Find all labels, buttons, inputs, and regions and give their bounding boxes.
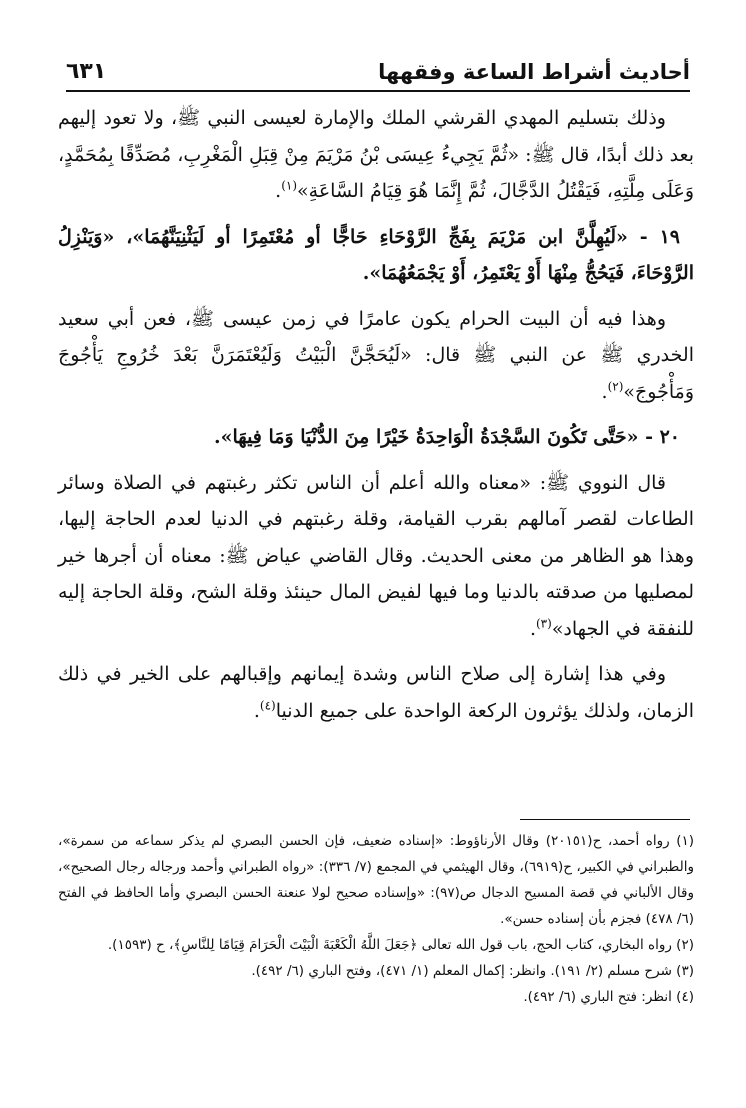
footnote-ref-4: (٤) xyxy=(259,698,276,713)
footnote-divider xyxy=(520,819,690,820)
main-text xyxy=(58,100,694,738)
page-header xyxy=(66,40,690,92)
footnote-ref-1: (١) xyxy=(281,178,298,193)
paragraph-5-text: قال النووي ﷺ: «معناه والله أعلم أن الناس تكثر رغبتهم في الصلاة وسائر الطاعات لقصر آمالهم بقرب القيامة، وقلة رغبتهم في الدنيا لعدم الحاجة إليها، وهذا هو الظاهر من معنى الحديث. وقال القاضي عياض ﷺ: معناه أن أجرها خير لمصليها من صدقته بالدنيا وما فيها لفيض المال حينئذ وقلة الشح، وقلة الحاجة إليه للنفقة في الجهاد» xyxy=(58,471,694,640)
hadith-20: ٢٠ - «حَتَّى تَكُونَ السَّجْدَةُ الْوَاحِدَةُ خَيْرًا مِنَ الدُّنْيَا وَمَا فِيهَا». xyxy=(214,426,680,448)
paragraph-3-text: وهذا فيه أن البيت الحرام يكون عامرًا في زمن عيسى ﷺ، فعن أبي سعيد الخدري ﷺ عن النبي ﷺ قال: «لَيُحَجَّنَّ الْبَيْتُ وَلَيُعْتَمَرَنَّ بَعْدَ خُرُوجِ يَأْجُوجَ وَمَأْجُوجَ» xyxy=(58,307,694,403)
paragraph-6: وفي هذا إشارة إلى صلاح الناس وشدة إيمانهم وإقبالهم على الخير في ذلك الزمان، ولذلك يؤثرون الركعة الواحدة على جميع الدنيا$^{(٤)}$. xyxy=(58,663,694,722)
hadith-19: ١٩ - «لَيُهِلَّنَّ ابن مَرْيَمَ بِفَجِّ الرَّوْحَاءِ حَاجًّا أو مُعْتَمِرًا أو لَيَثْنِيَنَّهُمَا»، «وَيَنْزِلُ الرَّوْحَاءَ، فَيَحُجُّ مِنْهَا أَوْ يَعْتَمِرُ، أَوْ يَجْمَعُهُمَا». xyxy=(58,225,694,284)
paragraph-5: قال النووي ﷺ: «معناه والله أعلم أن الناس تكثر رغبتهم في الصلاة وسائر الطاعات لقصر آمالهم بقرب القيامة، وقلة رغبتهم في الدنيا لعدم الحاجة إليها، وهذا هو الظاهر من معنى الحديث. وقال القاضي عياض ﷺ: معناه أن أجرها خير لمصليها من صدقته بالدنيا وما فيها لفيض المال حينئذ وقلة الشح، وقلة الحاجة إليه للنفقة في الجهاد»$^{(٣)}$. xyxy=(58,471,694,640)
paragraph-6-text: وفي هذا إشارة إلى صلاح الناس وشدة إيمانهم وإقبالهم على الخير في ذلك الزمان، ولذلك يؤثرون الركعة الواحدة على جميع الدنيا xyxy=(58,663,694,722)
footnotes xyxy=(58,828,694,1010)
running-title: أحاديث أشراط الساعة وفقهها xyxy=(378,60,690,84)
paragraph-3: وهذا فيه أن البيت الحرام يكون عامرًا في زمن عيسى ﷺ، فعن أبي سعيد الخدري ﷺ عن النبي ﷺ قال: «لَيُحَجَّنَّ الْبَيْتُ وَلَيُعْتَمَرَنَّ بَعْدَ خُرُوجِ يَأْجُوجَ وَمَأْجُوجَ»$^{(٢)}$. xyxy=(58,307,694,403)
footnote-3: (٣) شرح مسلم (٢/ ١٩١). وانظر: إكمال المعلم (١/ ٤٧١)، وفتح الباري (٦/ ٤٩٢). xyxy=(251,963,694,979)
footnote-2: (٢) رواه البخاري، كتاب الحج، باب قول الله تعالى ﴿جَعَلَ اللَّهُ الْكَعْبَةَ الْبَيْتَ الْحَرَامَ قِيَامًا لِلنَّاسِ﴾، ح (١٥٩٣). xyxy=(107,937,694,953)
footnote-4: (٤) انظر: فتح الباري (٦/ ٤٩٢). xyxy=(523,989,694,1005)
footnote-ref-3: (٣) xyxy=(535,616,552,631)
footnote-1: (١) رواه أحمد، ح(٢٠١٥١) وقال الأرناؤوط: «إسناده ضعيف، فإن الحسن البصري لم يذكر سماعه من سمرة»، والطبراني في الكبير، ح(٦٩١٩)، وقال الهيثمي في المجمع (٧/ ٣٣٦): «رواه الطبراني وأحمد ورجاله رجال الصحيح»، وقال الألباني في قصة المسيح الدجال ص(٩٧): «وإسناده صحيح لولا عنعنة الحسن البصري وأما الحافظ في الفتح (٦/ ٤٧٨) فجزم بأن إسناده حسن». xyxy=(58,833,695,927)
paragraph-1: وذلك بتسليم المهدي القرشي الملك والإمارة لعيسى النبي ﷺ، ولا تعود إليهم بعد ذلك أبدًا، قال ﷺ: «ثُمَّ يَجِيءُ عِيسَى بْنُ مَرْيَمَ مِنْ قِبَلِ الْمَغْرِبِ، مُصَدِّقًا بِمُحَمَّدٍ، وَعَلَى مِلَّتِهِ، فَيَقْتُلُ الدَّجَّالَ، ثُمَّ إِنَّمَا هُوَ قِيَامُ السَّاعَةِ»$^{(١)}$. xyxy=(58,107,694,202)
page-number: ٦٣١ xyxy=(66,59,107,84)
paragraph-1-text: وذلك بتسليم المهدي القرشي الملك والإمارة لعيسى النبي ﷺ، ولا تعود إليهم بعد ذلك أبدًا، قال ﷺ: «ثُمَّ يَجِيءُ عِيسَى بْنُ مَرْيَمَ مِنْ قِبَلِ الْمَغْرِبِ، مُصَدِّقًا بِمُحَمَّدٍ، وَعَلَى مِلَّتِهِ، فَيَقْتُلُ الدَّجَّالَ، ثُمَّ إِنَّمَا هُوَ قِيَامُ السَّاعَةِ» xyxy=(58,107,694,202)
footnote-ref-2: (٢) xyxy=(607,379,624,394)
